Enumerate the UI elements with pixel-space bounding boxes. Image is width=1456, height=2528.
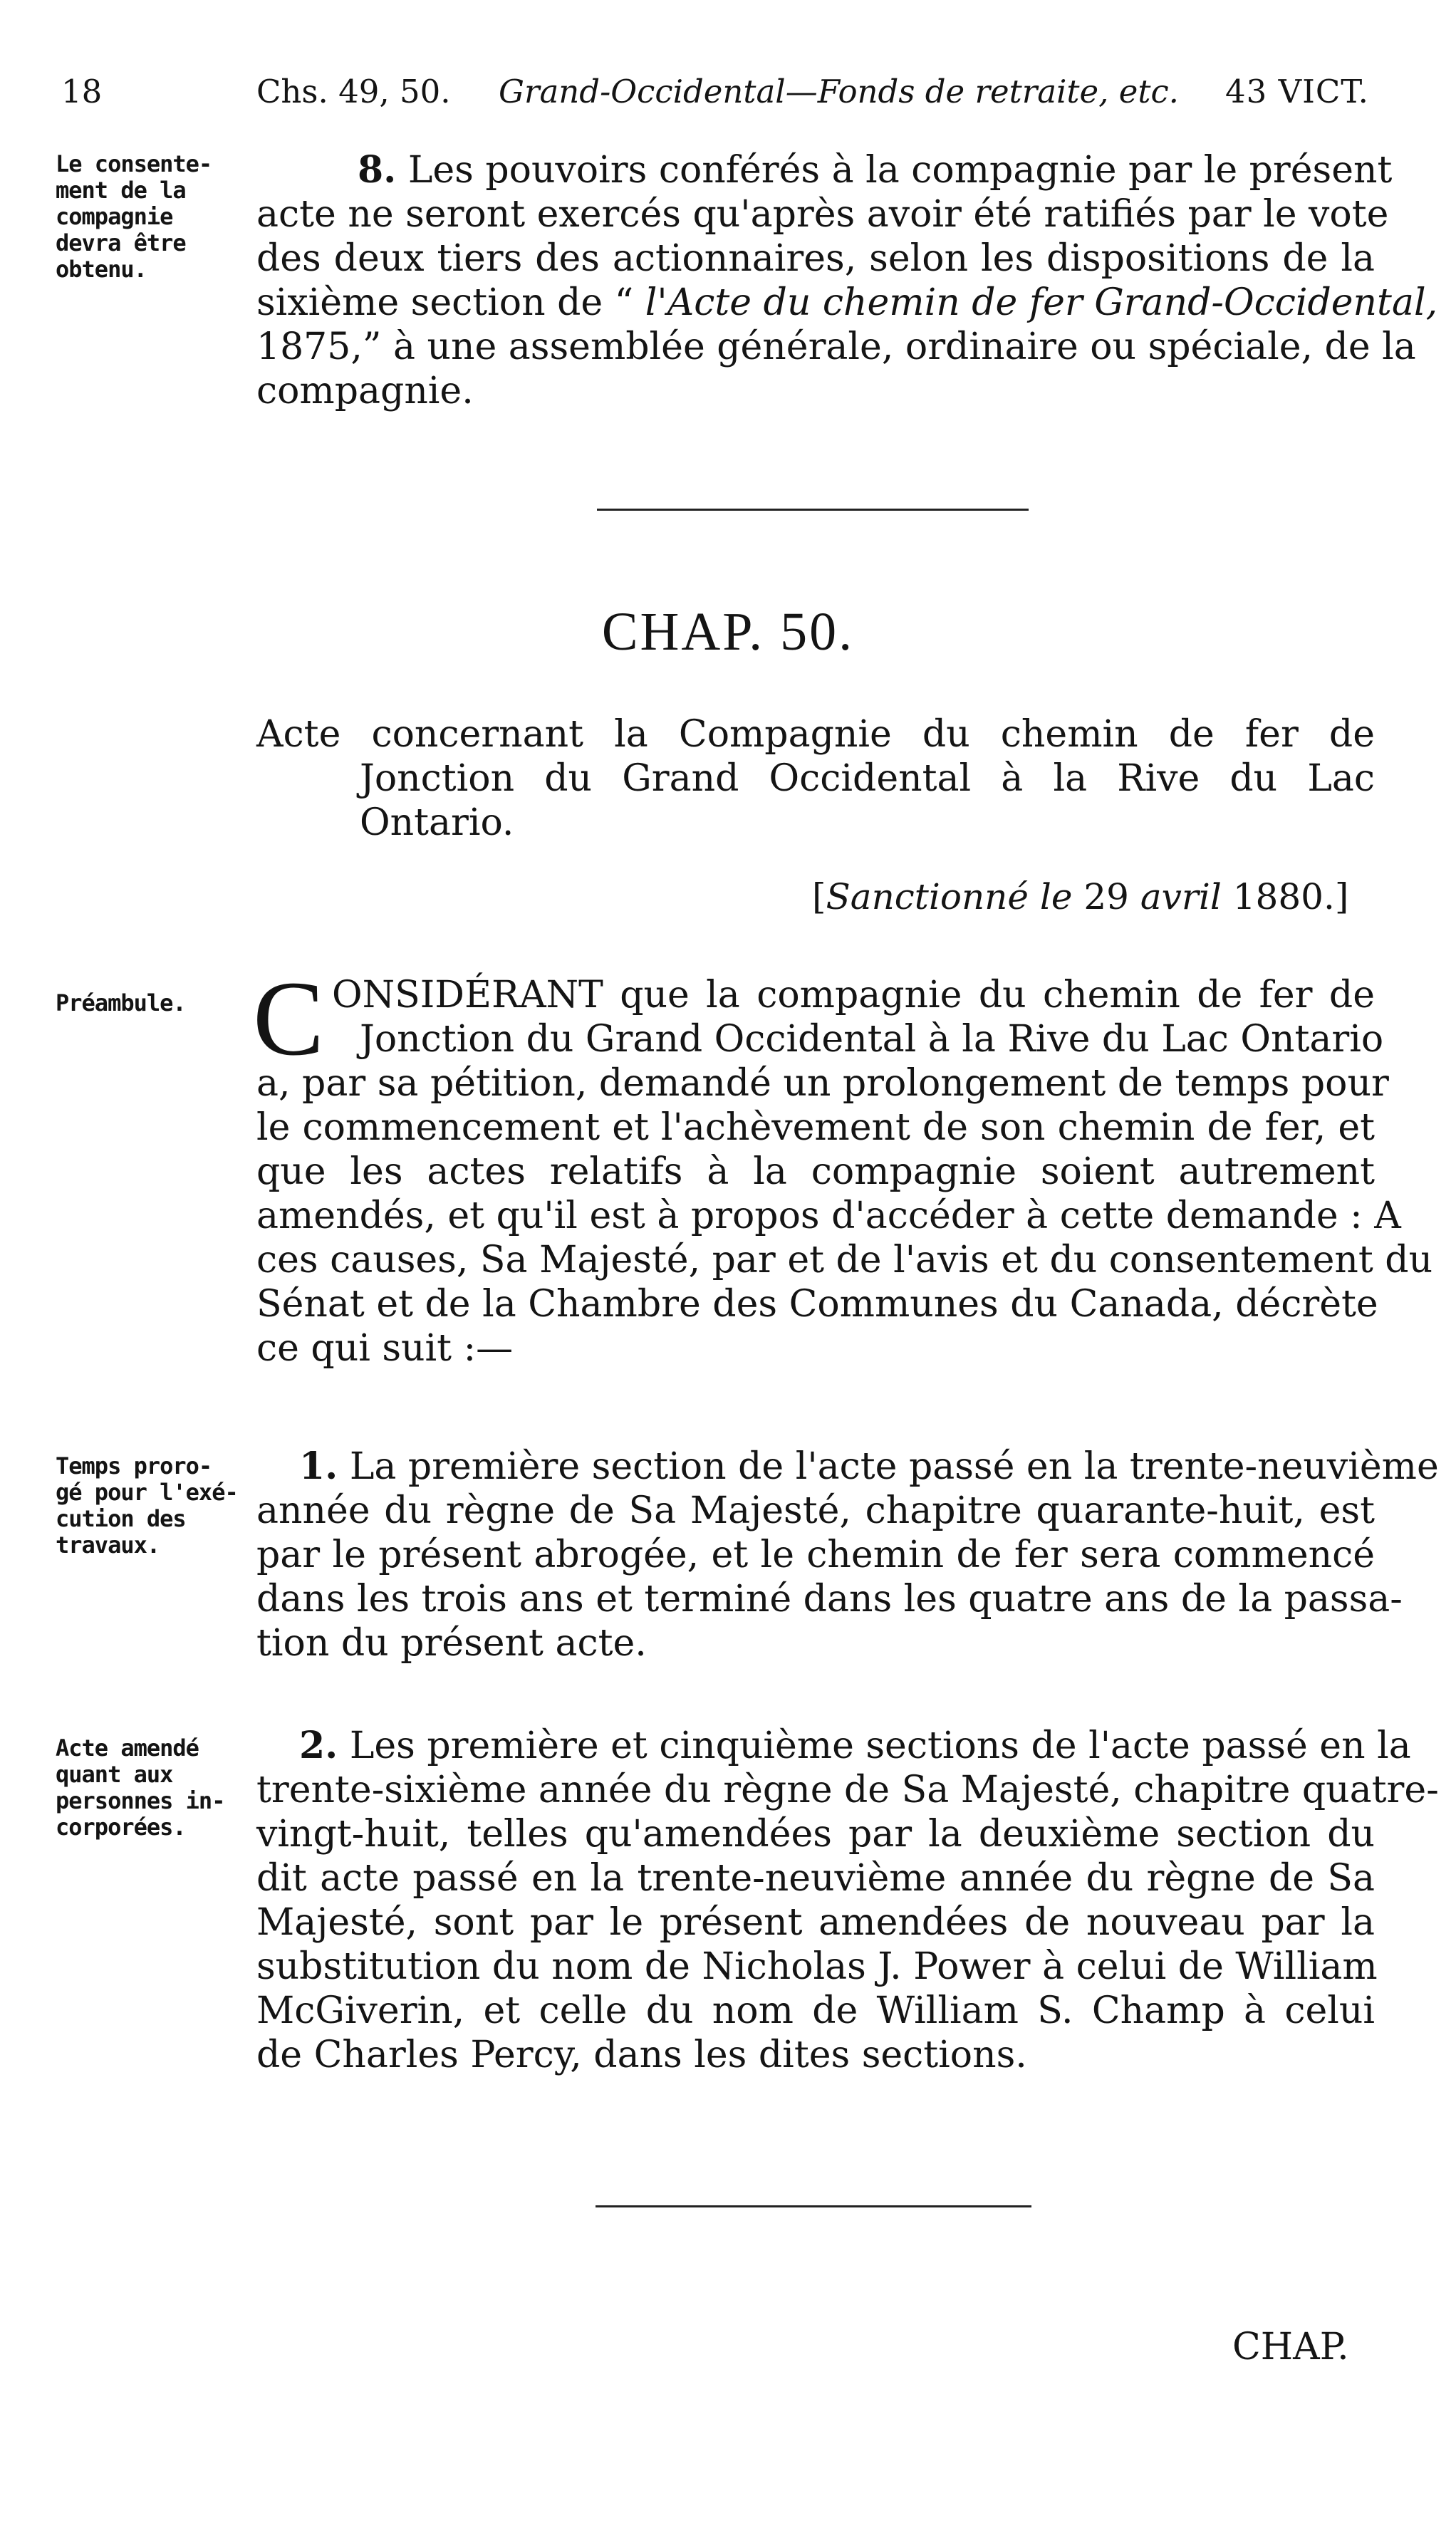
section-1-line: dans les trois ans et terminé dans les quatre ans de la passa- [256,1578,1403,1621]
margin-note-line: compagnie [56,203,173,230]
sanction-month: avril [1140,876,1222,917]
header-title: Grand-Occidental—Fonds de retraite, etc. [499,73,1179,110]
section-1-line: année du règne de Sa Majesté, chapitre quarante-huit, est [256,1489,1375,1532]
section-number: 1. [299,1445,338,1488]
line-text: Les première et cinquième sections de l'acte passé en la [338,1725,1411,1767]
sanction-date [812,875,1382,919]
margin-note-preamble: Préambule. [56,989,186,1016]
preamble-line: que les actes relatifs à la compagnie soient autrement [256,1150,1375,1193]
chapter-heading: CHAP. 50. [601,602,855,662]
preamble-line: Sénat et de la Chambre des Communes du Canada, décrète [256,1283,1378,1326]
margin-note-line: obtenu. [56,256,147,283]
section-2-line: dit acte passé en la trente-neuvième année du règne de Sa [256,1857,1375,1900]
margin-note-line: gé pour l'exé- [56,1479,238,1506]
section-8-line [358,148,1393,192]
section-8-line: compagnie. [256,370,474,412]
preamble-line: le commencement et l'achèvement de son chemin de fer, et [256,1106,1375,1149]
preamble-line: amendés, et qu'il est à propos d'accéder à cette demande : A [256,1195,1401,1237]
section-8-line: acte ne seront exercés qu'après avoir été ratifiés par le vote [256,193,1389,236]
margin-note-line: Acte amendé [56,1734,199,1762]
sanction-day: 29 [1072,876,1140,917]
margin-note-line: corporées. [56,1814,186,1841]
act-title: l'Acte du chemin de fer Grand-Occidental, [645,281,1438,324]
section-8-line: des deux tiers des actionnaires, selon les dispositions de la [256,237,1375,280]
margin-note-line: quant aux [56,1761,173,1788]
section-number: 2. [299,1724,338,1767]
section-2-line: trente-sixième année du règne de Sa Majesté, chapitre quatre- [256,1769,1439,1811]
section-1-line: tion du présent acte. [256,1622,647,1665]
margin-note-section-2 [56,1735,269,1841]
section-1-line: par le présent abrogée, et le chemin de fer sera commencé [256,1534,1375,1576]
section-1-line [299,1445,1439,1489]
section-8-line: 1875,” à une assemblée générale, ordinaire ou spéciale, de la [256,326,1416,368]
chapter-title-line: Ontario. [360,801,514,844]
section-2-line: de Charles Percy, dans les dites sections. [256,2034,1027,2076]
preamble-line: Jonction du Grand Occidental à la Rive du Lac Ontario [360,1018,1384,1061]
sanction-year: 1880.] [1221,876,1349,917]
section-2-line: vingt-huit, telles qu'amendées par la deuxième section du [256,1813,1375,1856]
separator-rule [597,509,1029,511]
margin-note-section-8 [56,151,269,283]
drop-cap: C [253,969,325,1068]
section-2-line [299,1724,1411,1768]
preamble-line: ONSIDÉRANT que la compagnie du chemin de fer de [332,974,1375,1016]
line-text: Les pouvoirs conférés à la compagnie par le présent [396,149,1393,192]
line-text: sixième section de “ [256,281,645,324]
margin-note-line: personnes in- [56,1787,225,1814]
preamble-line: ce qui suit :— [256,1327,514,1370]
preamble-line: ces causes, Sa Majesté, par et de l'avis et du consentement du [256,1239,1433,1281]
header-chapters: Chs. 49, 50. [256,73,451,110]
page-number: 18 [61,73,103,110]
margin-note-section-1 [56,1453,269,1559]
preamble-line: a, par sa pétition, demandé un prolongement de temps pour [256,1062,1389,1105]
margin-note-line: cution des [56,1505,186,1532]
sanction-label: Sanctionné le [826,876,1073,917]
margin-note-line: Le consente- [56,150,212,177]
section-2-line: McGiverin, et celle du nom de William S. Champ à celui [256,1989,1375,2032]
separator-rule [596,2205,1031,2207]
margin-note-line: Temps proro- [56,1452,212,1479]
margin-note-line: ment de la [56,177,186,204]
catchword: CHAP. [1232,2326,1349,2368]
section-2-line: substitution du nom de Nicholas J. Power à celui de William [256,1945,1378,1988]
section-2-line: Majesté, sont par le présent amendées de nouveau par la [256,1901,1375,1944]
line-text: La première section de l'acte passé en la trente-neuvième [338,1445,1439,1488]
chapter-title-line: Acte concernant la Compagnie du chemin de fer de [256,713,1375,756]
section-8-line [256,281,1438,325]
margin-note-line: travaux. [56,1531,160,1559]
section-number: 8. [358,148,397,192]
chapter-title-line: Jonction du Grand Occidental à la Rive du Lac [360,757,1375,800]
margin-note-line: devra être [56,229,186,256]
sanction-bracket: [ [812,876,826,917]
header-regnal-year: 43 VICT. [1225,73,1369,110]
